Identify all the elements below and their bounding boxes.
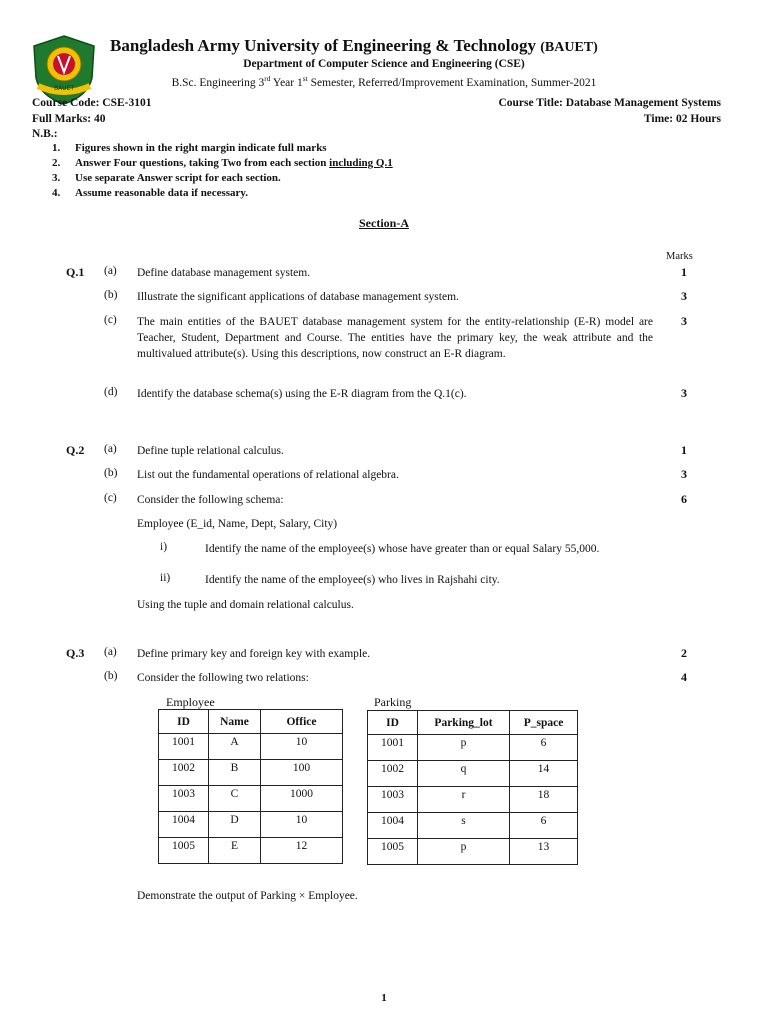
table-cell: 18 — [510, 787, 578, 813]
table-cell: 6 — [510, 813, 578, 839]
instruction-text: Figures shown in the right margin indicate full marks — [75, 142, 327, 154]
question-marks: 3 — [681, 467, 687, 481]
table-row — [368, 813, 578, 839]
instruction-item — [52, 141, 393, 156]
schema-text: Employee (E_id, Name, Dept, Salary, City) — [137, 518, 338, 530]
table-row — [159, 786, 343, 812]
question-marks: 3 — [681, 289, 687, 303]
instructions-list — [52, 141, 393, 201]
question-marks: 1 — [681, 265, 687, 279]
table-cell: 1004 — [159, 812, 209, 838]
table-cell: 10 — [261, 812, 343, 838]
column-header: Parking_lot — [418, 711, 510, 735]
part-label: (b) — [104, 467, 118, 479]
question-marks: 6 — [681, 492, 687, 506]
part-label: (c) — [104, 492, 117, 504]
parking-table-caption: Parking — [374, 695, 412, 709]
part-label: (d) — [104, 386, 118, 398]
question-marks: 4 — [681, 670, 687, 684]
table-cell: p — [418, 839, 510, 865]
course-code: Course Code: CSE-3101 — [32, 97, 152, 109]
table-cell: C — [209, 786, 261, 812]
column-header: Name — [209, 710, 261, 734]
instruction-text: Use separate Answer script for each section. — [75, 172, 281, 184]
instruction-text: Answer Four questions, taking Two from each section — [75, 157, 330, 169]
table-cell: 1001 — [368, 735, 418, 761]
part-label: (a) — [104, 443, 117, 455]
table-row — [368, 839, 578, 865]
exam-time: Time: 02 Hours — [643, 113, 721, 125]
exam-title-part: Year 1 — [270, 76, 303, 89]
question-text: Consider the following two relations: — [137, 672, 309, 684]
table-cell: A — [209, 734, 261, 760]
table-cell: 1003 — [368, 787, 418, 813]
full-marks: Full Marks: 40 — [32, 113, 106, 125]
instruction-underlined: including Q.1 — [329, 157, 393, 169]
table-cell: 1002 — [159, 760, 209, 786]
table-cell: 1005 — [159, 838, 209, 864]
table-row — [368, 761, 578, 787]
table-cell: 1000 — [261, 786, 343, 812]
part-label: (b) — [104, 670, 118, 682]
instruction-item — [52, 171, 393, 186]
table-cell: E — [209, 838, 261, 864]
question-text: The main entities of the BAUET database management system for the entity-relationship (E-R) model are Teacher, Student, Department and Course. The entities have the primary key, the weak attribute and the multivalued attribute(s). Using this descriptions, now construct an E-R diagram. — [137, 316, 653, 360]
instruction-item — [52, 186, 393, 201]
table-cell: p — [418, 735, 510, 761]
question-number: Q.1 — [66, 265, 85, 279]
column-header: P_space — [510, 711, 578, 735]
table-cell: 13 — [510, 839, 578, 865]
exam-title-sup: st — [302, 74, 308, 83]
table-row — [159, 734, 343, 760]
table-header-row — [159, 710, 343, 734]
table-cell: r — [418, 787, 510, 813]
table-cell: 12 — [261, 838, 343, 864]
table-cell: s — [418, 813, 510, 839]
sub-question-text: Identify the name of the employee(s) whose have greater than or equal Salary 55,000. — [205, 543, 600, 555]
instruction-item — [52, 156, 393, 171]
question-number: Q.2 — [66, 443, 85, 457]
question-marks: 2 — [681, 646, 687, 660]
exam-title-part: B.Sc. Engineering 3 — [171, 76, 265, 89]
question-text: Illustrate the significant applications of database management system. — [137, 291, 459, 303]
section-title: Section-A — [359, 216, 409, 230]
university-abbr: (BAUET) — [540, 40, 598, 55]
table-cell: 10 — [261, 734, 343, 760]
question-text: Consider the following schema: — [137, 494, 284, 506]
instruction-number: 3. — [52, 172, 61, 184]
table-cell: 100 — [261, 760, 343, 786]
table-row — [159, 812, 343, 838]
table-cell: q — [418, 761, 510, 787]
table-row — [159, 838, 343, 864]
university-name-text: Bangladesh Army University of Engineering & Technology — [110, 36, 536, 55]
employee-table-caption: Employee — [166, 695, 215, 709]
question-marks: 3 — [681, 386, 687, 400]
question-text: Demonstrate the output of Parking × Employee. — [137, 890, 358, 902]
question-text: Define database management system. — [137, 267, 311, 279]
question-text: Identify the database schema(s) using the E-R diagram from the Q.1(c). — [137, 388, 467, 400]
table-header-row — [368, 711, 578, 735]
exam-title-part: Semester, Referred/Improvement Examination, Summer-2021 — [307, 76, 597, 89]
page-number: 1 — [381, 992, 387, 1004]
employee-table — [158, 709, 343, 864]
exam-title-sup: rd — [264, 74, 271, 83]
column-header: ID — [159, 710, 209, 734]
table-cell: 1002 — [368, 761, 418, 787]
department-name: Department of Computer Science and Engineering (CSE) — [243, 58, 525, 70]
table-cell: 1003 — [159, 786, 209, 812]
instruction-number: 1. — [52, 142, 61, 154]
table-cell: 6 — [510, 735, 578, 761]
question-number: Q.3 — [66, 646, 85, 660]
question-text: Using the tuple and domain relational calculus. — [137, 599, 354, 611]
question-marks: 1 — [681, 443, 687, 457]
nb-label: N.B.: — [32, 128, 58, 140]
table-cell: 14 — [510, 761, 578, 787]
table-row — [159, 760, 343, 786]
instruction-number: 4. — [52, 187, 61, 199]
column-header: ID — [368, 711, 418, 735]
table-row — [368, 735, 578, 761]
question-text: Define primary key and foreign key with example. — [137, 648, 371, 660]
question-marks: 3 — [681, 314, 687, 328]
instruction-number: 2. — [52, 157, 61, 169]
table-row — [368, 787, 578, 813]
university-logo — [28, 34, 100, 106]
instruction-text: Assume reasonable data if necessary. — [75, 187, 249, 199]
course-title: Course Title: Database Management Systems — [498, 97, 721, 109]
part-label: (a) — [104, 265, 117, 277]
question-text: List out the fundamental operations of relational algebra. — [137, 469, 399, 481]
column-header: Office — [261, 710, 343, 734]
part-label: (a) — [104, 646, 117, 658]
table-cell: D — [209, 812, 261, 838]
question-text: Define tuple relational calculus. — [137, 445, 284, 457]
part-label: (c) — [104, 314, 117, 326]
parking-table — [367, 710, 578, 865]
table-cell: 1001 — [159, 734, 209, 760]
sub-question-text: Identify the name of the employee(s) who lives in Rajshahi city. — [205, 574, 500, 586]
part-label: (b) — [104, 289, 118, 301]
university-name — [110, 36, 710, 56]
table-cell: B — [209, 760, 261, 786]
marks-header: Marks — [666, 251, 693, 262]
svg-text:BAUET: BAUET — [53, 85, 75, 92]
exam-title — [110, 74, 658, 89]
table-cell: 1004 — [368, 813, 418, 839]
sub-part-label: ii) — [160, 572, 171, 584]
sub-part-label: i) — [160, 541, 168, 553]
table-cell: 1005 — [368, 839, 418, 865]
